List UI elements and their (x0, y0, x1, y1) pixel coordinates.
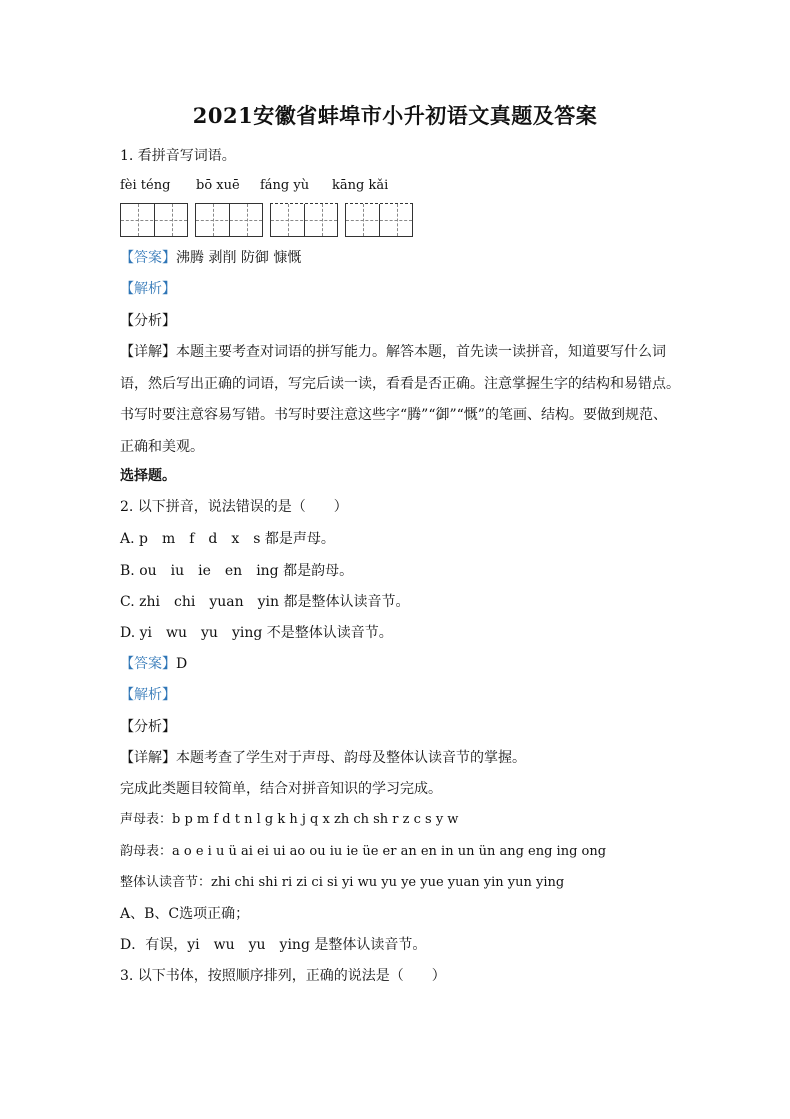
answer-tag: 【答案】 (120, 250, 176, 266)
q2-option-b: B. ou iu ie en ing 都是韵母。 (120, 563, 354, 579)
detail-tag: 【详解】 (120, 344, 176, 360)
writing-grid-3[interactable] (270, 203, 338, 237)
q1-stem: 1. 看拼音写词语。 (120, 148, 236, 164)
q2-zhengti: 整体认读音节：zhi chi shi ri zi ci si yi wu yu ye yue yuan yin yun ying (120, 875, 565, 890)
q2-abc: A、B、C选项正确； (120, 906, 250, 922)
page-title: 2021安徽省蚌埠市小升初语文真题及答案 (192, 103, 598, 128)
detail-text: 本题考查了学生对于声母、韵母及整体认读音节的掌握。 (176, 750, 526, 766)
q2-stem: 2. 以下拼音，说法错误的是（ ） (120, 499, 348, 515)
answer-tag: 【答案】 (120, 656, 176, 672)
answer-text: D (176, 656, 188, 672)
section-choice: 选择题。 (120, 468, 176, 484)
q2-shengmu: 声母表：b p m f d t n l g k h j q x zh ch sh r z c s y w (120, 812, 459, 827)
q2-d: D．有误，yi wu yu ying 是整体认读音节。 (120, 937, 427, 953)
pinyin-4: kāng kǎi (332, 178, 389, 193)
detail-text: 本题主要考查对词语的拼写能力。解答本题，首先读一读拼音，知道要写什么词语，然后写出正确的词语，写完后读一读，看看是否正确。注意掌握生字的结构和易错点。书写时要注意容易写错。书写时要注意这些字“腾”“御”“慨”的笔画、结构。要做到规范、正确和美观。 (120, 344, 680, 455)
q1-fenxi: 【分析】 (120, 313, 176, 329)
q2-option-d: D. yi wu yu ying 不是整体认读音节。 (120, 625, 393, 641)
q2-detail (120, 748, 526, 768)
q2-fenxi: 【分析】 (120, 719, 176, 735)
q2-answer (120, 654, 187, 674)
detail-tag: 【详解】 (120, 750, 176, 766)
writing-grid-1[interactable] (120, 203, 188, 237)
q2-line1: 完成此类题目较简单，结合对拼音知识的学习完成。 (120, 781, 442, 797)
q3-stem: 3. 以下书体，按照顺序排列，正确的说法是（ ） (120, 968, 446, 984)
q2-jiexi: 【解析】 (120, 687, 176, 703)
pinyin-1: fèi téng (120, 178, 171, 193)
q1-detail (120, 337, 680, 463)
pinyin-2: bō xuē (196, 178, 240, 193)
pinyin-3: fáng yù (260, 178, 310, 193)
q2-option-a: A. p m f d x s 都是声母。 (120, 531, 335, 547)
answer-text: 沸腾 剥削 防御 慷慨 (176, 250, 302, 266)
q2-yunmu: 韵母表：a o e i u ü ai ei ui ao ou iu ie üe er an en in un ün ang eng ing ong (120, 844, 607, 859)
q1-jiexi: 【解析】 (120, 281, 176, 297)
q2-option-c: C. zhi chi yuan yin 都是整体认读音节。 (120, 594, 410, 610)
writing-grid-2[interactable] (195, 203, 263, 237)
q1-answer (120, 248, 301, 268)
writing-grid-4[interactable] (345, 203, 413, 237)
q1-pinyin-row (120, 178, 420, 198)
